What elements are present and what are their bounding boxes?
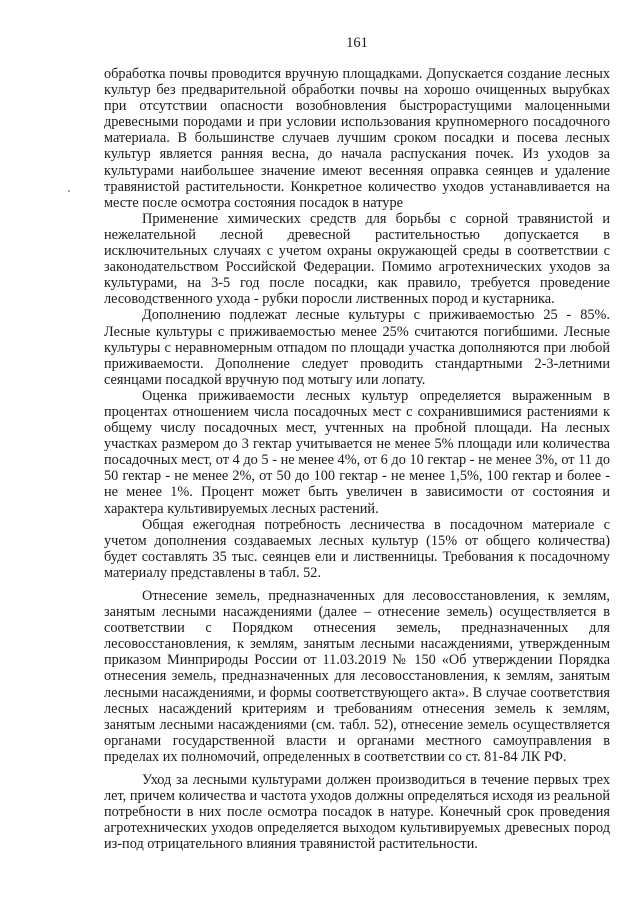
paragraph: Применение химических средств для борьбы с сорной травянистой и нежелательной лесной древесной растительностью допускается в исключительных случаях с учетом охраны окружающей среды в соответствии с законодательством Российской Федерации. Помимо агротехнических уходов за культурами, на 3-5 год после посадки, как правило, требуется проведение лесоводственного ухода - рубки поросли лиственных пород и кустарника. bbox=[104, 210, 610, 308]
paragraph: Общая ежегодная потребность лесничества в посадочном материале с учетом дополнения создаваемых лесных культур (15% от общего количества) будет составлять 35 тыс. сеянцев ели и лиственницы. Требования к посадочному материалу представлены в табл. 52. bbox=[104, 516, 610, 581]
paragraph: Оценка приживаемости лесных культур определяется выраженным в процентах отношением числа посадочных мест с сохранившимися растениями к общему числу посадочных мест, учтенных на пробной площади. На лесных участках размером до 3 гектар учитывается не менее 5% площади или количества посадочных мест, от 4 до 5 - не менее 4%, от 6 до 10 гектар - не менее 3%, от 11 до 50 гектар - не менее 2%, от 50 до 100 гектар - не менее 1,5%, 100 гектар и более - не менее 1%. Процент может быть увеличен в зависимости от состояния и характера культивируемых лесных растений. bbox=[104, 387, 610, 517]
paragraph: обработка почвы проводится вручную площадками. Допускается создание лесных культур без предварительной обработки почвы на хорошо очищенных вырубках при отсутствии опасности возобновления быстрорастущими малоценными древесными породами и при условии использования крупномерного посадочного материала. В большинстве случаев лучшим сроком посадки и посева лесных культур является ранняя весна, до начала распускания почек. Из уходов за культурами наибольшее значение имеют весенняя оправка сеянцев и удаление травянистой растительности. Конкретное количество уходов устанавливается на месте после осмотра состояния посадок в натуре bbox=[104, 66, 610, 211]
paragraph: Дополнению подлежат лесные культуры с приживаемостью 25 - 85%. Лесные культуры с приживаемостью менее 25% считаются погибшими. Лесные культуры с неравномерным отпадом по площади участка дополняются при любой приживаемости. Дополнение следует проводить стандартными 2-3-летними сеянцами посадкой вручную под мотыгу или лопату. bbox=[104, 307, 610, 388]
margin-mark bbox=[68, 190, 70, 192]
page-number: 161 bbox=[346, 35, 368, 51]
paragraph: Уход за лесными культурами должен производиться в течение первых трех лет, причем количества и частота уходов должны определяться исходя из реальной потребности в них после осмотра посадок в натуре. Конечный срок проведения агротехнических уходов определяется выходом культивируемых древесных пород из-под отрицательного влияния травянистой растительности. bbox=[104, 772, 610, 853]
paragraph: Отнесение земель, предназначенных для лесовосстановления, к землям, занятым лесными насаждениями (далее – отнесение земель) осуществляется в соответствии с Порядком отнесения земель, предназначенных для лесовосстановления, к землям, занятым лесными насаждениями, утвержденным приказом Минприроды России от 11.03.2019 № 150 «Об утверждении Порядка отнесения земель, предназначенных для лесовосстановления, к землям, занятым лесными насаждениями, и формы соответствующего акта». В случае соответствия лесных насаждений критериям и требованиям отнесения земель к землям, занятым лесными насаждениями (см. табл. 52), отнесение земель осуществляется органами государственной власти и органами местного самоуправления в пределах их полномочий, определенных в соответствии со ст. 81-84 ЛК РФ. bbox=[104, 588, 610, 765]
document-body bbox=[104, 66, 610, 853]
